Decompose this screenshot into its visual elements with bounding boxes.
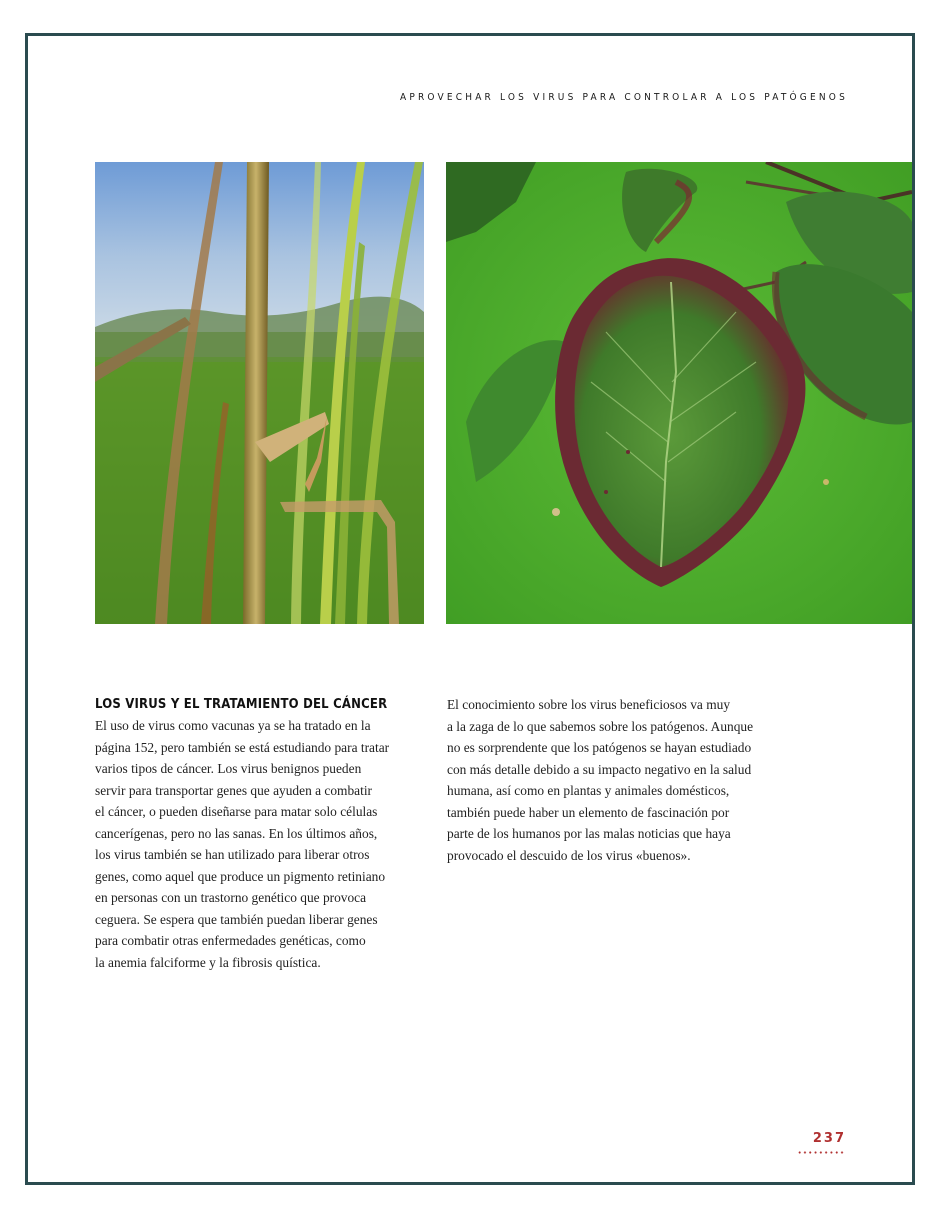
running-head: APROVECHAR LOS VIRUS PARA CONTROLAR A LOS PATÓGENOS [399,92,848,103]
text-line: la anemia falciforme y la fibrosis quística. [95,954,321,970]
text-line: humana, así como en plantas y animales domésticos, [447,783,730,798]
text-line: no es sorprendente que los patógenos se hayan estudiado [447,740,752,755]
text-line: El uso de virus como vacunas ya se ha tratado en la [95,718,371,733]
section-cancer-treatment [95,694,425,973]
text-line: genes, como aquel que produce un pigmento retiniano [95,868,386,884]
text-line: varios tipos de cáncer. Los virus benignos pueden [95,761,362,776]
text-line: El conocimiento sobre los virus beneficiosos va muy [447,697,731,712]
text-line: página 152, pero también se está estudiando para tratar [95,739,390,755]
text-line: el cáncer, o pueden diseñarse para matar solo células [95,804,378,819]
text-line: ceguera. Se espera que también puedan liberar genes [95,911,378,927]
text-line: servir para transportar genes que ayuden a combatir [95,782,372,798]
text-line: provocado el descuido de los virus «buenos». [447,847,691,863]
section-beneficial-viruses [447,694,787,866]
grass-stems-photo [95,162,424,624]
body-text-left [95,715,425,973]
text-line: a la zaga de lo que sabemos sobre los patógenos. Aunque [447,718,754,734]
text-line: con más detalle debido a su impacto negativo en la salud [447,761,752,777]
page-number-dots [797,1151,845,1154]
section-heading: LOS VIRUS Y EL TRATAMIENTO DEL CÁNCER [95,697,388,712]
text-line: en personas con un trastorno genético que provoca [95,890,367,905]
text-line: los virus también se han utilizado para liberar otros [95,847,370,862]
text-line: parte de los humanos por las malas noticias que haya [447,826,731,841]
text-line: cancerígenas, pero no las sanas. En los últimos años, [95,825,378,841]
page-number: 237 [812,1131,846,1146]
text-line: también puede haber un elemento de fascinación por [447,804,730,820]
diseased-leaf-photo [446,162,912,624]
text-line: para combatir otras enfermedades genéticas, como [95,933,366,948]
